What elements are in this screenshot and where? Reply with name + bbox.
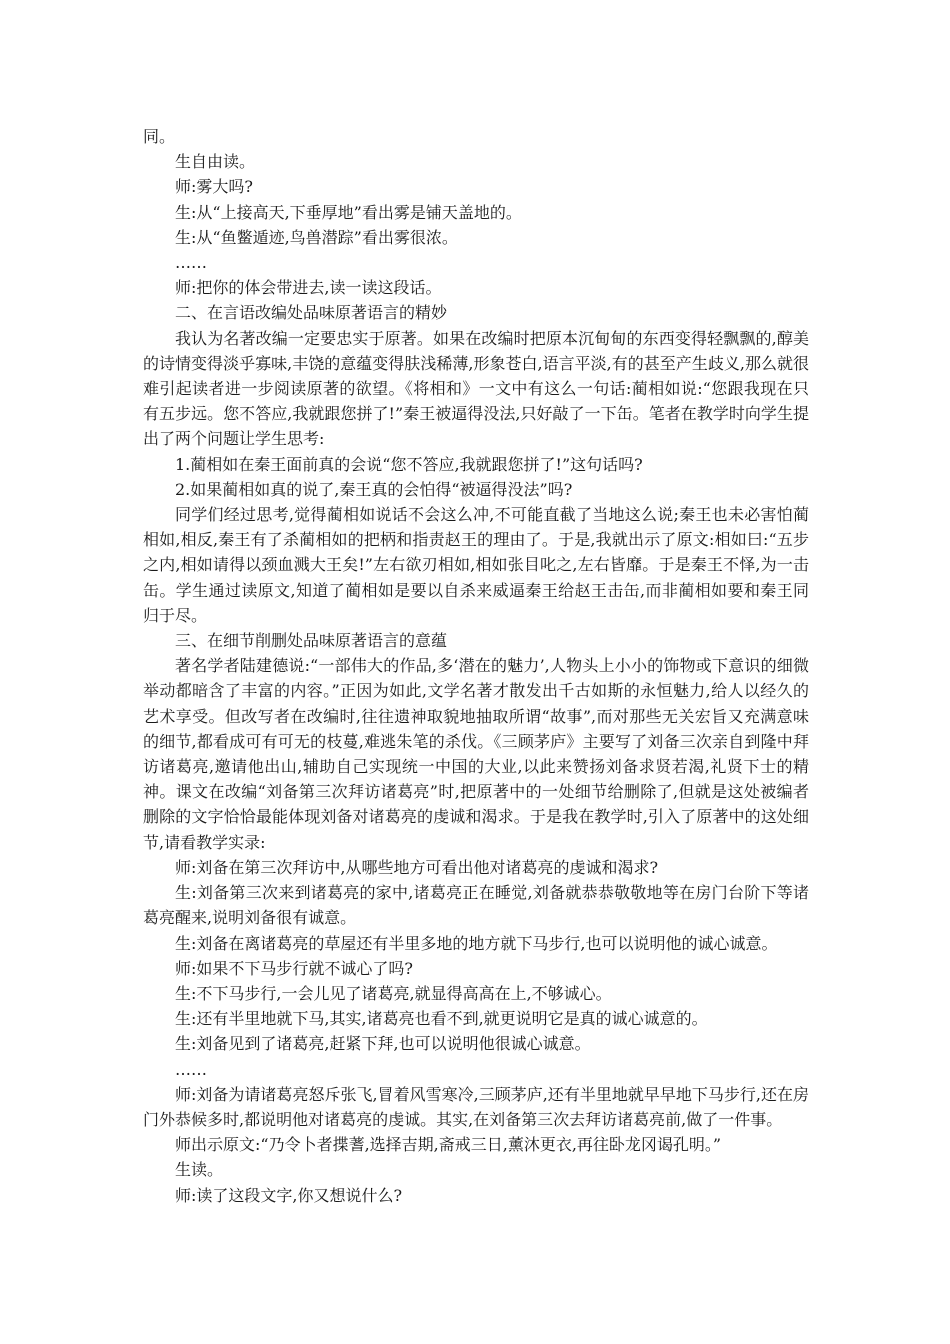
paragraph-teacher-question: 师:如果不下马步行就不诚心了吗?	[175, 958, 413, 978]
paragraph-body: 我认为名著改编一定要忠实于原著。如果在改编时把原本沉甸甸的东西变得轻飘飘的,醇美的诗情变得淡乎寡味,丰饶的意蕴变得肤浅稀薄,形象苍白,语言平淡,有的甚至产生歧义,那么就很难引起读者进一步阅读原著的欲望。《将相和》一文中有这么一句话:蔺相如说:“您跟我现在只有五步远。您不答应,我就跟您拼了!”秦王被逼得没法,只好敲了一下缶。笔者在教学时向学生提出了两个问题让学生思考:	[143, 328, 809, 449]
paragraph-student-answer: 生:不下马步行,一会儿见了诸葛亮,就显得高高在上,不够诚心。	[175, 983, 612, 1003]
paragraph-continuation: 同。	[143, 127, 176, 146]
paragraph-student-reading: 生读。	[175, 1160, 224, 1180]
document-body	[143, 124, 809, 1208]
paragraph-student-answer: 生:从“上接高天,下垂厚地”看出雾是铺天盖地的。	[175, 202, 522, 222]
paragraph-teacher-question: 师:刘备在第三次拜访中,从哪些地方可看出他对诸葛亮的虔诚和渴求?	[175, 857, 659, 877]
paragraph-teacher-instruction: 师:把你的体会带进去,读一读这段话。	[175, 278, 442, 298]
paragraph-ellipsis: ……	[175, 1059, 207, 1079]
paragraph-student-answer: 生:还有半里地就下马,其实,诸葛亮也看不到,就更说明它是真的诚心诚意的。	[175, 1009, 708, 1029]
paragraph-teacher-question: 师:读了这段文字,你又想说什么?	[175, 1185, 403, 1205]
paragraph-question-2: 2.如果蔺相如真的说了,秦王真的会怕得“被逼得没法”吗?	[175, 479, 573, 499]
paragraph-body: 著名学者陆建德说:“一部伟大的作品,多‘潜在的魅力’,人物头上小小的饰物或下意识的细微举动都暗含了丰富的内容。”正因为如此,文学名著才散发出千古如斯的永恒魅力,给人以经久的艺术享受。但改写者在改编时,往往遗神取貌地抽取所谓“故事”,而对那些无关宏旨又充满意味的细节,都看成可有可无的枝蔓,难逃朱笔的杀伐。《三顾茅庐》主要写了刘备三次亲自到隆中拜访诸葛亮,邀请他出山,辅助自己实现统一中国的大业,以此来赞扬刘备求贤若渴,礼贤下士的精神。课文在改编“刘备第三次拜访诸葛亮”时,把原著中的一处细节给删除了,但就是这处被编者删除的文字恰恰最能体现刘备对诸葛亮的虔诚和渴求。于是我在教学时,引入了原著中的这处细节,请看教学实录:	[143, 656, 809, 852]
section-heading-2: 二、在言语改编处品味原著语言的精妙	[175, 303, 448, 323]
paragraph-original-quote: 师出示原文:“乃令卜者揲蓍,选择吉期,斋戒三日,薰沐更衣,再往卧龙冈谒孔明。”	[175, 1135, 722, 1155]
paragraph-body: 同学们经过思考,觉得蔺相如说话不会这么冲,不可能直截了当地这么说;秦王也未必害怕蔺相如,相反,秦王有了杀蔺相如的把柄和指责赵王的理由了。于是,我就出示了原文:相如曰:“五步之内,相如请得以颈血溅大王矣!”左右欲刃相如,相如张目叱之,左右皆靡。于是秦王不怿,为一击缶。学生通过读原文,知道了蔺相如是要以自杀来威逼秦王给赵王击缶,而非蔺相如要和秦王同归于尽。	[143, 505, 809, 625]
paragraph-student-answer: 生:刘备见到了诸葛亮,赶紧下拜,也可以说明他很诚心诚意。	[175, 1034, 591, 1054]
paragraph-student-answer: 生:刘备在离诸葛亮的草屋还有半里多地的地方就下马步行,也可以说明他的诚心诚意。	[175, 933, 778, 953]
paragraph-ellipsis: ……	[175, 253, 207, 273]
section-heading-3: 三、在细节削删处品味原著语言的意蕴	[175, 631, 448, 651]
paragraph-question-1: 1.蔺相如在秦王面前真的会说“您不答应,我就跟您拼了!”这句话吗?	[175, 454, 643, 474]
paragraph-student-answer: 生:刘备第三次来到诸葛亮的家中,诸葛亮正在睡觉,刘备就恭恭敬敬地等在房门台阶下等诸葛亮醒来,说明刘备很有诚意。	[143, 883, 809, 928]
paragraph-teacher-question: 师:雾大吗?	[175, 177, 253, 197]
paragraph-student-answer: 生:从“鱼鳖遁迹,鸟兽潜踪”看出雾很浓。	[175, 227, 458, 247]
paragraph-student-reading: 生自由读。	[175, 152, 256, 172]
paragraph-teacher-summary: 师:刘备为请诸葛亮怒斥张飞,冒着风雪寒冷,三顾茅庐,还有半里地就早早地下马步行,还在房门外恭候多时,都说明他对诸葛亮的虔诚。其实,在刘备第三次去拜访诸葛亮前,做了一件事。	[143, 1084, 809, 1129]
